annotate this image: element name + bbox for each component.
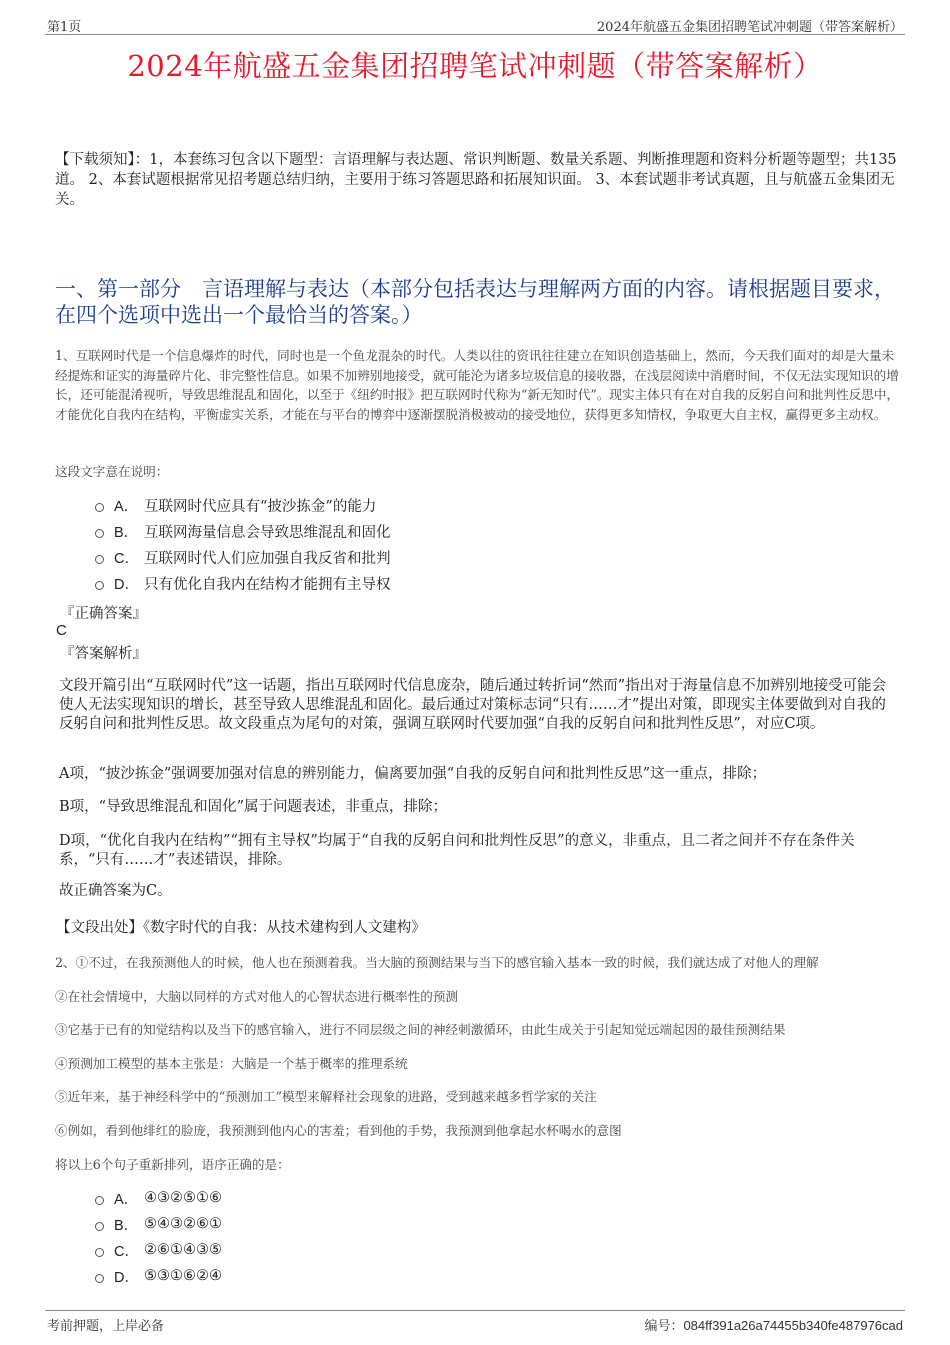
option-letter: D．	[114, 576, 139, 593]
answer-label: 『正确答案』	[60, 606, 147, 622]
document-code	[644, 1315, 903, 1334]
question-2-line: ⑥例如，看到他绯红的脸庞，我预测到他内心的害羞；看到他的手势，我预测到他拿起水杯喝水的意图	[55, 1123, 622, 1138]
footer-slogan: 考前押题，上岸必备	[47, 1319, 165, 1334]
option-letter: A．	[114, 1191, 139, 1208]
analysis-label: 『答案解析』	[60, 646, 147, 662]
question-1-options	[95, 492, 391, 596]
analysis-paragraph: 故正确答案为C。	[59, 883, 172, 899]
code-label: 编号：	[644, 1319, 684, 1334]
option-c[interactable]	[95, 544, 391, 570]
radio-icon[interactable]	[95, 555, 104, 564]
option-text: 互联网海量信息会导致思维混乱和固化	[144, 524, 391, 541]
question-2-line: 2、①不过，在我预测他人的时候，他人也在预测着我。当大脑的预测结果与当下的感官输入基本一致的时候，我们就达成了对他人的理解	[55, 955, 819, 970]
question-2-line: ④预测加工模型的基本主张是：大脑是一个基于概率的推理系统	[55, 1056, 408, 1071]
option-letter: B．	[114, 524, 139, 541]
page-footer	[45, 1310, 905, 1335]
question-2-options	[95, 1185, 222, 1289]
option-text: ⑤④③②⑥①	[144, 1216, 222, 1232]
page-header	[45, 14, 905, 35]
option-d[interactable]	[95, 1263, 222, 1289]
code-value: 084ff391a26a74455b340fe487976cad	[683, 1318, 903, 1333]
option-c[interactable]	[95, 1237, 222, 1263]
question-2-line: ③它基于已有的知觉结构以及当下的感官输入，进行不同层级之间的神经刺激循环，由此生成关于引起知觉远端起因的最佳预测结果	[55, 1022, 786, 1037]
radio-icon[interactable]	[95, 1274, 104, 1283]
option-d[interactable]	[95, 570, 391, 596]
option-text: ②⑥①④③⑤	[144, 1242, 222, 1258]
analysis-paragraph: D项，“优化自我内在结构”“拥有主导权”均属于“自我的反躬自问和批判性反思”的意义，非重点，且二者之间并不存在条件关系，“只有……才”表述错误，排除。	[59, 833, 855, 868]
option-b[interactable]	[95, 1211, 222, 1237]
question-2-prompt: 将以上6个句子重新排列，语序正确的是：	[55, 1157, 290, 1172]
option-letter: D．	[114, 1269, 139, 1286]
question-1-text: 1、互联网时代是一个信息爆炸的时代，同时也是一个鱼龙混杂的时代。人类以往的资讯往往建立在知识创造基础上，然而，今天我们面对的却是大量未经提炼和证实的海量碎片化、非完整性信息。如果不加辨别地接受，就可能沦为诸多垃圾信息的接收器，在浅层阅读中消磨时间，不仅无法实现知识的增长，还可能混淆视听，导致思维混乱和固化，以至于《纽约时报》把互联网时代称为“新无知时代”。现实主体只有在对自我的反躬自问和批判性反思中，才能优化自我内在结构，平衡虚实关系，才能在与平台的博弈中逐渐摆脱消极被动的接受地位，获得更多知情权，争取更大自主权，赢得更多主动权。	[55, 348, 900, 422]
download-notice: 【下载须知】：1，本套练习包含以下题型：言语理解与表达题、常识判断题、数量关系题、判断推理题和资料分析题等题型；共135道。 2、本套试题根据常见招考题总结归纳，主要用于练习答题思路和拓展知识面。 3、本套试题非考试真题，且与航盛五金集团无关。	[55, 152, 897, 208]
document-title: 2024年航盛五金集团招聘笔试冲刺题（带答案解析）	[127, 49, 823, 83]
radio-icon[interactable]	[95, 581, 104, 590]
option-b[interactable]	[95, 518, 391, 544]
option-letter: C．	[114, 1243, 139, 1260]
analysis-paragraph: A项，“披沙拣金”强调要加强对信息的辨别能力，偏离要加强“自我的反躬自问和批判性反思”这一重点，排除；	[59, 766, 767, 782]
option-text: 互联网时代应具有“披沙拣金”的能力	[144, 498, 377, 515]
option-text: ④③②⑤①⑥	[144, 1190, 222, 1206]
option-text: 互联网时代人们应加强自我反省和批判	[144, 550, 391, 567]
radio-icon[interactable]	[95, 1196, 104, 1205]
option-a[interactable]	[95, 1185, 222, 1211]
question-2-line: ②在社会情境中，大脑以同样的方式对他人的心智状态进行概率性的预测	[55, 989, 458, 1004]
radio-icon[interactable]	[95, 1248, 104, 1257]
analysis-paragraph: B项，“导致思维混乱和固化”属于问题表述，非重点，排除；	[59, 799, 447, 815]
option-letter: B．	[114, 1217, 139, 1234]
page-number: 第1页	[47, 20, 82, 35]
radio-icon[interactable]	[95, 1222, 104, 1231]
radio-icon[interactable]	[95, 529, 104, 538]
radio-icon[interactable]	[95, 503, 104, 512]
header-doc-title: 2024年航盛五金集团招聘笔试冲刺题（带答案解析）	[596, 20, 903, 35]
analysis-paragraph: 文段开篇引出“互联网时代”这一话题，指出互联网时代信息庞杂，随后通过转折词“然而”指出对于海量信息不加辨别地接受可能会使人无法实现知识的增长，甚至导致人思维混乱和固化。最后通过对策标志词“只有……才”提出对策，即现实主体要做到对自我的反躬自问和批判性反思。故文段重点为尾句的对策，强调互联网时代要加强“自我的反躬自问和批判性反思”，对应C项。	[59, 678, 887, 732]
question-2-line: ⑤近年来，基于神经科学中的“预测加工”模型来解释社会现象的进路，受到越来越多哲学家的关注	[55, 1089, 597, 1104]
option-text: 只有优化自我内在结构才能拥有主导权	[144, 576, 391, 593]
correct-answer: C	[56, 622, 67, 639]
option-a[interactable]	[95, 492, 391, 518]
option-letter: C．	[114, 550, 139, 567]
question-1-prompt: 这段文字意在说明：	[55, 464, 169, 479]
section-heading: 一、第一部分 言语理解与表达（本部分包括表达与理解两方面的内容。请根据题目要求，在四个选项中选出一个最恰当的答案。）	[55, 277, 895, 327]
option-text: ⑤③①⑥②④	[144, 1268, 222, 1284]
passage-source: 【文段出处】《数字时代的自我：从技术建构到人文建构》	[56, 920, 426, 936]
option-letter: A．	[114, 498, 139, 515]
